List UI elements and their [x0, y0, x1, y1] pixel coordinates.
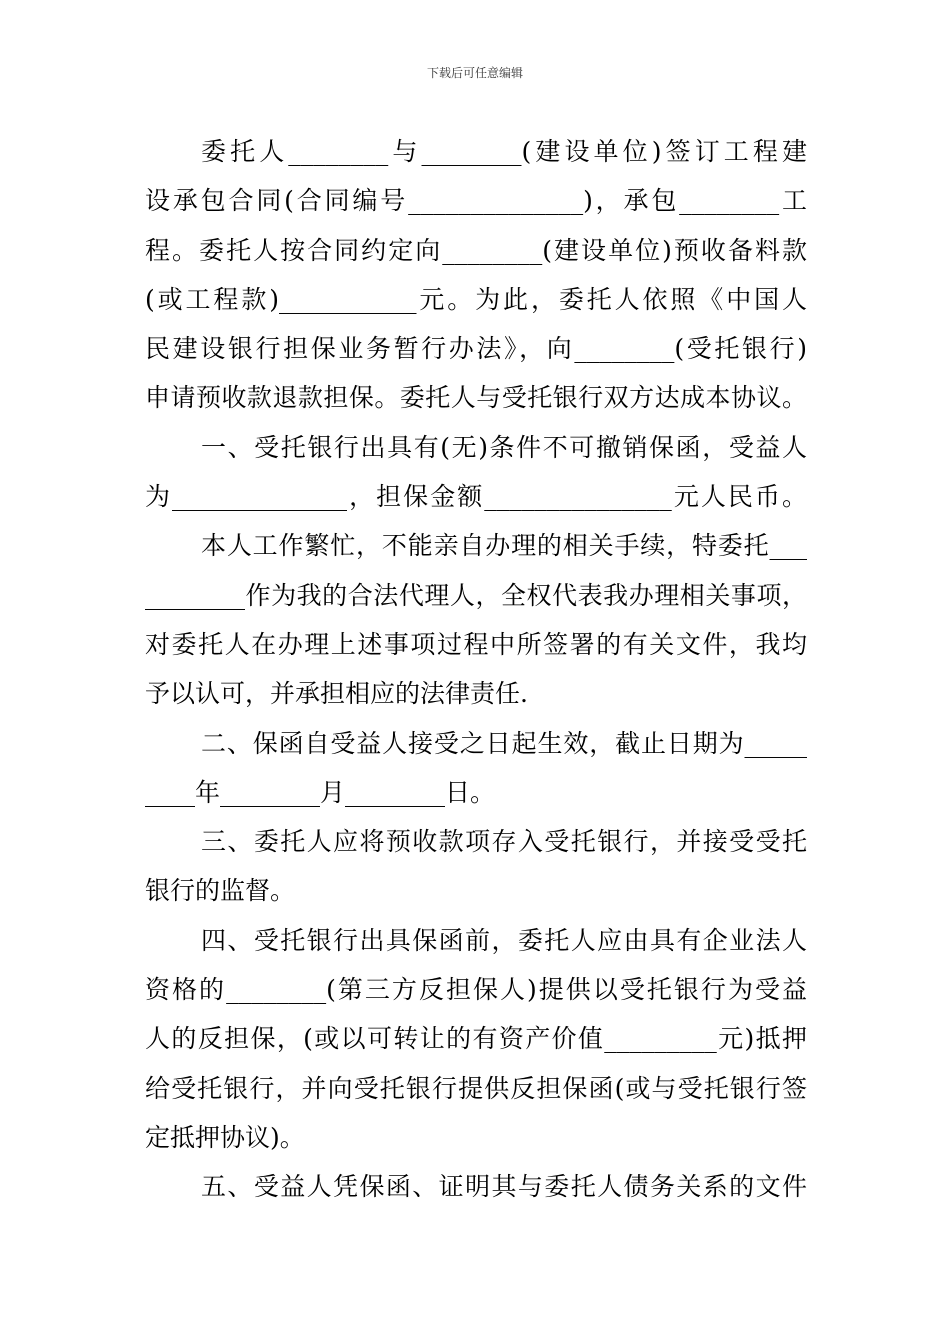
text-line: 定抵押协议)。 — [145, 1122, 305, 1152]
page-header: 下载后可任意编辑 — [426, 66, 523, 80]
text-line: 三、委托人应将预收款项存入受托银行，并接受受托 — [201, 827, 807, 857]
text-line: 为______________，担保金额_______________元人民币。 — [145, 482, 807, 512]
text-line: 民建设银行担保业务暂行办法》，向________(受托银行) — [145, 334, 807, 364]
text-line: 申请预收款退款担保。委托人与受托银行双方达成本协议。 — [145, 383, 807, 413]
text-line: 五、受益人凭保函、证明其与委托人债务关系的文件 — [201, 1172, 807, 1202]
text-line: 设承包合同(合同编号______________)，承包________工 — [145, 186, 807, 216]
text-line: 银行的监督。 — [145, 876, 296, 906]
agreement-body — [145, 127, 807, 1212]
text-line: 给受托银行，并向受托银行提供反担保函(或与受托银行签 — [145, 1073, 807, 1103]
text-line: 二、保函自受益人接受之日起生效，截止日期为_____ — [201, 728, 807, 758]
text-line: 予以认可，并承担相应的法律责任. — [145, 679, 528, 709]
text-line: 对委托人在办理上述事项过程中所签署的有关文件，我均 — [145, 629, 807, 659]
text-line: 委托人________与________(建设单位)签订工程建 — [201, 137, 807, 166]
text-line: 四、受托银行出具保函前，委托人应由具有企业法人 — [201, 925, 807, 955]
text-line: 本人工作繁忙，不能亲自办理的相关手续，特委托___ — [201, 531, 807, 561]
text-line: 一、受托银行出具有(无)条件不可撤销保函，受益人 — [201, 432, 807, 462]
text-line: 资格的________(第三方反担保人)提供以受托银行为受益 — [145, 975, 807, 1005]
text-line: ________作为我的合法代理人，全权代表我办理相关事项， — [145, 580, 807, 610]
text-line: ____年________月________日。 — [145, 777, 496, 807]
text-line: (或工程款)___________元。为此，委托人依照《中国人 — [145, 284, 807, 314]
text-line: 人的反担保，(或以可转让的有资产价值_________元)抵押 — [145, 1024, 807, 1054]
text-line: 程。委托人按合同约定向________(建设单位)预收备料款 — [145, 235, 807, 265]
